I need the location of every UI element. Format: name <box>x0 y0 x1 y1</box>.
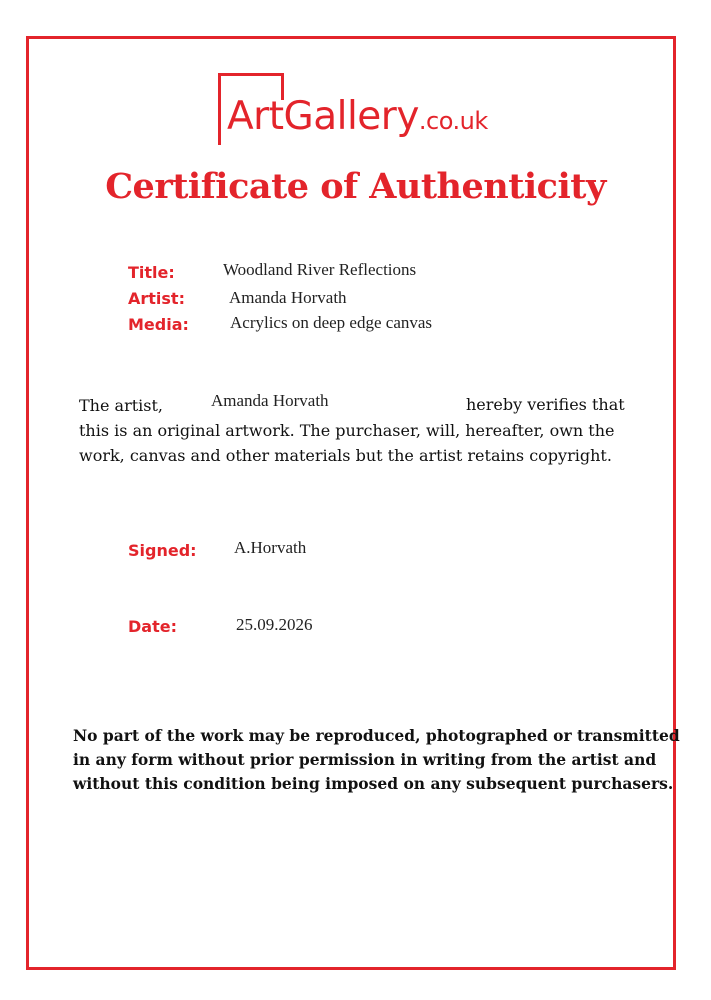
artist-label: Artist: <box>128 289 185 308</box>
statement-prefix: The artist, <box>79 396 163 415</box>
copyright-notice-line-3: without this condition being imposed on any subsequent purchasers. <box>73 774 674 793</box>
media-value: Acrylics on deep edge canvas <box>230 313 433 332</box>
date-label: Date: <box>128 617 177 636</box>
artist-value: Amanda Horvath <box>229 288 347 307</box>
signed-value: A.Horvath <box>234 538 307 557</box>
signed-label: Signed: <box>128 541 197 560</box>
certificate-title: Certificate of Authenticity <box>105 166 606 207</box>
title-value: Woodland River Reflections <box>223 260 417 279</box>
date-value: 25.09.2026 <box>236 615 313 634</box>
statement-artist-name: Amanda Horvath <box>211 391 329 410</box>
media-label: Media: <box>128 315 189 334</box>
statement-suffix: hereby verifies that <box>466 395 625 414</box>
statement-line-2: this is an original artwork. The purchaser, will, hereafter, own the <box>79 421 615 440</box>
logo-tld: .co.uk <box>418 107 488 135</box>
logo-wordmark <box>227 94 488 139</box>
copyright-notice-line-1: No part of the work may be reproduced, photographed or transmitted <box>73 726 680 745</box>
logo-brand: ArtGallery <box>227 94 419 139</box>
copyright-notice-line-2: in any form without prior permission in writing from the artist and <box>73 750 657 769</box>
artgallery-logo <box>218 70 518 150</box>
title-label: Title: <box>128 263 175 282</box>
statement-line-3: work, canvas and other materials but the artist retains copyright. <box>79 446 612 465</box>
